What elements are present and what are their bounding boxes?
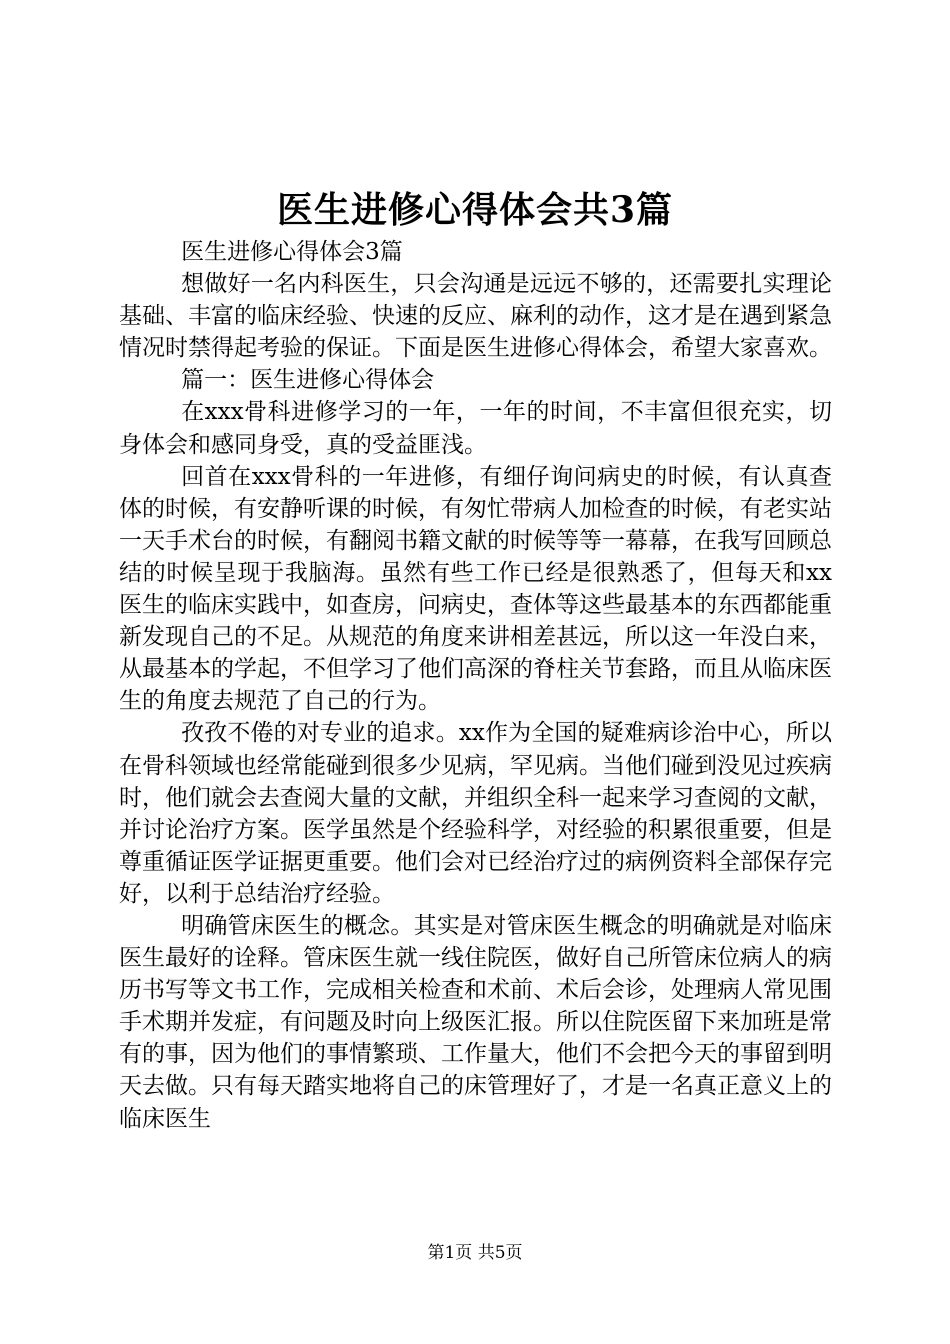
paragraph-section-heading: 篇一：医生进修心得体会 [181,367,435,394]
paragraph-intro: 想做好一名内科医生，只会沟通是远远不够的，还需要扎实理论基础、丰富的临床经验、快速的反应、麻利的动作，这才是在遇到紧急情况时禁得起考验的保证。下面是医生进修心得体会，希望大家喜欢。 [119,271,832,362]
paragraph-subtitle: 医生进修心得体会3篇 [181,239,403,265]
document-title: 医生进修心得体会共3篇 [276,189,674,231]
document-body [119,236,832,1135]
paragraph: 孜孜不倦的对专业的追求。xx作为全国的疑难病诊治中心，所以在骨科领域也经常能碰到很多少见病，罕见病。当他们碰到没见过疾病时，他们就会去查阅大量的文献，并组织全科一起来学习查阅的文献，并讨论治疗方案。医学虽然是个经验科学，对经验的积累很重要，但是尊重循证医学证据更重要。他们会对已经治疗过的病例资料全部保存完好，以利于总结治疗经验。 [119,720,832,907]
paragraph: 在xxx骨科进修学习的一年，一年的时间，不丰富但很充实，切身体会和感同身受，真的受益匪浅。 [119,399,832,458]
paragraph: 回首在xxx骨科的一年进修，有细仔询问病史的时候，有认真查体的时候，有安静听课的时候，有匆忙带病人加检查的时候，有老实站一天手术台的时候，有翻阅书籍文献的时候等等一幕幕，在我写回顾总结的时候呈现于我脑海。虽然有些工作已经是很熟悉了，但每天和xx医生的临床实践中，如查房，问病史，查体等这些最基本的东西都能重新发现自己的不足。从规范的角度来讲相差甚远，所以这一年没白来，从最基本的学起，不但学习了他们高深的脊柱关节套路，而且从临床医生的角度去规范了自己的行为。 [119,463,832,715]
paragraph: 明确管床医生的概念。其实是对管床医生概念的明确就是对临床医生最好的诠释。管床医生就一线住院医，做好自己所管床位病人的病历书写等文书工作，完成相关检查和术前、术后会诊，处理病人常见围手术期并发症，有问题及时向上级医汇报。所以住院医留下来加班是常有的事，因为他们的事情繁琐、工作量大，他们不会把今天的事留到明天去做。只有每天踏实地将自己的床管理好了，才是一名真正意义上的临床医生 [119,912,832,1132]
page-footer: 第1页 共5页 [427,1243,523,1263]
